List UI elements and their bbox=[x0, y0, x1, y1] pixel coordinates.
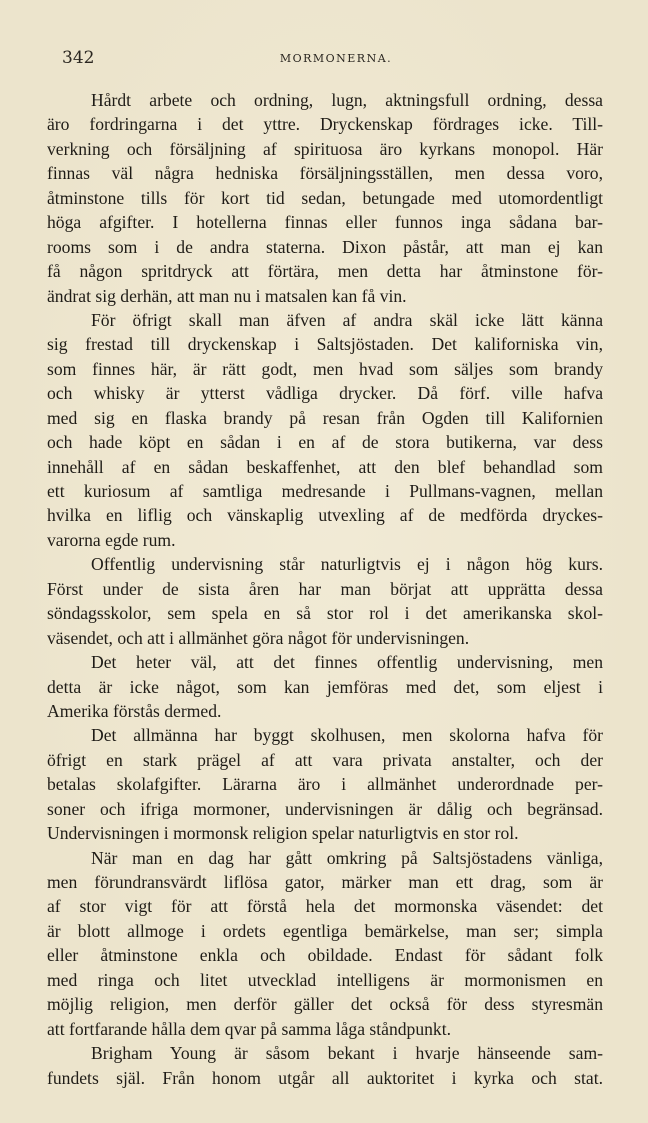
text-line: verkning och försäljning af spirituosa äro kyrkans monopol. Här bbox=[47, 138, 603, 159]
paragraph bbox=[47, 650, 603, 723]
text-line: af stor vigt för att förstå hela det mormonska väsendet: det bbox=[47, 896, 603, 917]
text-line: varorna egde rum. bbox=[47, 529, 176, 550]
text-line: finnas väl några hedniska försäljningsställen, men dessa voro, bbox=[47, 163, 603, 184]
text-line: detta är icke något, som kan jemföras med det, som eljest i bbox=[47, 676, 603, 697]
text-line: betalas skolafgifter. Lärarna äro i allmänhet underordnade per- bbox=[47, 774, 603, 795]
paragraph bbox=[47, 308, 603, 552]
text-line: väsendet, och att i allmänhet göra något för undervisningen. bbox=[47, 627, 470, 648]
text-line: innehåll af en sådan beskaffenhet, att den blef behandlad som bbox=[47, 456, 603, 477]
text-line: söndagsskolor, sem spela en så stor rol i det amerikanska skol- bbox=[47, 603, 603, 624]
text-line: möjlig religion, men derför gäller det också för dess styresmän bbox=[47, 994, 603, 1015]
text-line: men förundransvärdt liflösa gator, märker man ett drag, som är bbox=[47, 872, 603, 892]
text-line: ett kuriosum af samtliga medresande i Pullmans-vagnen, mellan bbox=[47, 481, 603, 501]
paragraph bbox=[47, 1041, 603, 1090]
text-line: rooms som i de andra staterna. Dixon påstår, att man ej kan bbox=[47, 236, 603, 257]
text-line: äro fordringarna i det yttre. Dryckenskap fördrages icke. Till- bbox=[47, 114, 603, 135]
page-number: 342 bbox=[62, 48, 95, 68]
text-line: åtminstone tills för kort tid sedan, betungade med utomordentligt bbox=[47, 187, 603, 208]
text-line: är blott allmoge i ordets egentliga bemärkelse, man ser; simpla bbox=[47, 920, 603, 941]
paragraph bbox=[47, 552, 603, 650]
text-line: soner och ifriga mormoner, undervisningen är dålig och begränsad. bbox=[47, 798, 603, 819]
text-line: Brigham Young är såsom bekant i hvarje hänseende sam- bbox=[91, 1043, 603, 1064]
text-line: och hade köpt en sådan i en af de stora butikerna, var dess bbox=[47, 432, 603, 453]
text-line: fundets själ. Från honom utgår all auktoritet i kyrka och stat. bbox=[47, 1067, 603, 1088]
body-text bbox=[47, 88, 603, 1090]
text-line: höga afgifter. I hotellerna finnas eller funnos inga sådana bar- bbox=[47, 212, 603, 233]
text-line: Hårdt arbete och ordning, lugn, aktningsfull ordning, dessa bbox=[91, 90, 603, 110]
text-line: När man en dag har gått omkring på Saltsjöstadens vänliga, bbox=[91, 847, 603, 868]
paragraph bbox=[47, 846, 603, 1042]
text-line: Det allmänna har byggt skolhusen, men skolorna hafva för bbox=[91, 725, 603, 746]
text-line: att fortfarande hålla dem qvar på samma låga ståndpunkt. bbox=[47, 1018, 452, 1039]
text-line: sig frestad till dryckenskap i Saltsjöstaden. Det kaliforniska vin, bbox=[47, 334, 603, 355]
text-line: För öfrigt skall man äfven af andra skäl icke lätt känna bbox=[91, 309, 603, 330]
text-line: få någon spritdryck att förtära, men detta har åtminstone för- bbox=[47, 261, 603, 282]
text-line: som finnes här, är rätt godt, men hvad som säljes som brandy bbox=[47, 358, 603, 379]
paragraph bbox=[47, 88, 603, 308]
text-line: eller åtminstone enkla och obildade. Endast för sådant folk bbox=[47, 945, 603, 966]
text-line: Amerika förstås dermed. bbox=[47, 700, 222, 721]
paragraph bbox=[47, 723, 603, 845]
text-line: Undervisningen i mormonsk religion spelar naturligtvis en stor rol. bbox=[47, 823, 519, 844]
text-line: ändrat sig derhän, att man nu i matsalen kan få vin. bbox=[47, 285, 407, 306]
text-line: Det heter väl, att det finnes offentlig undervisning, men bbox=[91, 652, 603, 673]
running-head bbox=[62, 48, 610, 72]
running-title: MORMONERNA. bbox=[279, 52, 393, 65]
text-line: Först under de sista åren har man börjat att upprätta dessa bbox=[47, 578, 603, 599]
text-line: Offentlig undervisning står naturligtvis ej i någon hög kurs. bbox=[91, 554, 603, 575]
text-line: öfrigt en stark prägel af att vara privata anstalter, och der bbox=[47, 749, 603, 770]
text-line: med sig en flaska brandy på resan från Ogden till Kalifornien bbox=[47, 407, 603, 428]
text-line: och whisky är ytterst vådliga drycker. Då förf. ville hafva bbox=[47, 383, 603, 404]
text-line: hvilka en liflig och vänskaplig utvexling af de medförda dryckes- bbox=[47, 505, 603, 526]
text-line: med ringa och litet utvecklad intelligens är mormonismen en bbox=[47, 969, 603, 990]
